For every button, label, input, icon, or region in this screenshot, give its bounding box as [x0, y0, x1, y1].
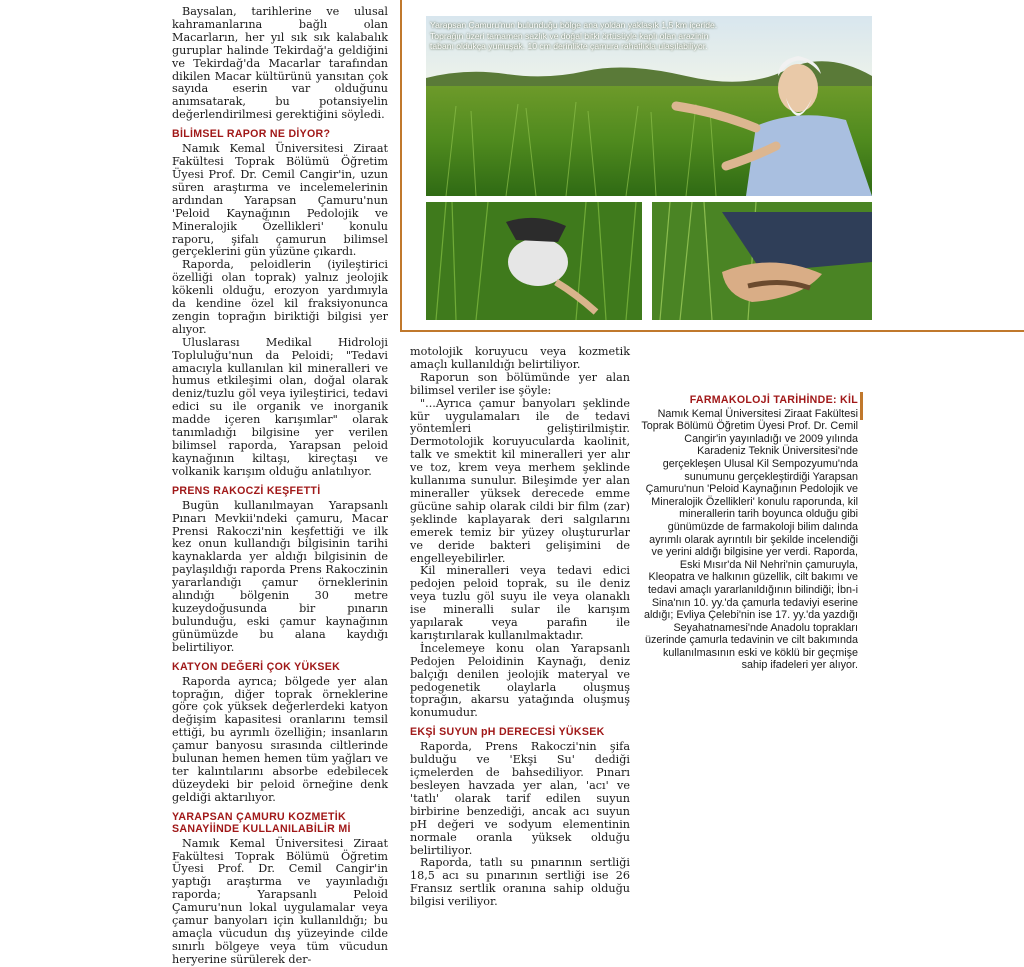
- article-column-2: [410, 346, 630, 909]
- paragraph: Namık Kemal Üniversitesi Ziraat Fakültesi Toprak Bölümü Öğretim Üyesi Prof. Dr. Cemil Cangir'in yaptığı araştırma ve yayınladığı raporda; Yarapsanlı Peloid Çamuru'nun lokal uygulamalar veya çamur banyoları için kullanıldığı; bu amaçla vücudun dış yüzeyinde cilde sınırlı bölgeye veya tüm vücudun heryerine sürülerek der-: [172, 836, 388, 966]
- section-heading-cation-value: KATYON DEĞERİ ÇOK YÜKSEK: [172, 660, 341, 673]
- paragraph: İncelemeye konu olan Yarapsanlı Pedojen Peloidinin Kaynağı, deniz balçığı denilen jeolojik materyal ve pedogenetik olaylarla oluşmuş toprağın, akarsu yatağında oluşmuş konumudur.: [410, 641, 630, 720]
- paragraph: Raporda, Prens Rakoczi'nin şifa bulduğu ve 'Ekşi Su' dediği içmelerden de bahsediliyor. Pınarı besleyen havzada yer alan, 'acı' ve 'tatlı' olarak tarif edilen suyun birbirine benzediği, ancak acı suyun pH değeri ve sodyum elementinin normale oranla yüksek olduğu belirtiliyor.: [410, 740, 630, 857]
- section-heading-cosmetics: YARAPSAN ÇAMURU KOZMETİK SANAYİİNDE KULLANILABİLİR Mİ: [172, 810, 351, 835]
- section-heading-prince-rakoczi: PRENS RAKOCZİ KEŞFETTİ: [172, 484, 321, 497]
- sidebar-body: Namık Kemal Üniversitesi Ziraat Fakültesi Toprak Bölümü Öğretim Üyesi Prof. Dr. Cemil Cangir'in yayınladığı ve 2009 yılında Karadeniz Teknik Üniversitesi'nde gerçekleşen Ulusal Kil Sempozyumu'nda sunumunu gerçekleştirdiği Yarapsan Çamuru'nun 'Peloid Kaynağının Pedolojik ve Mineralojik Özellikleri' konulu raporunda, kil minerallerin tarih boyunca olduğu gibi günümüzde de farmakoloji bilim dalında ayrımlı olarak ayrıntılı bir şekilde incelendiği ve yerini aldığı bilgisine yer verdi. Raporda, Eski Mısır'da Nil Nehri'nin çamuruyla, Kleopatra ve halkının güzellik, cilt bakımı ve tedavi amaçlı yararlanıldığının bilindiği; İbn-i Sina'nın 10. yy.'da çamurla tedaviyi eserine aldığı; Evliya Çelebi'nin ise 17. yy.'da yazdığı Seyahatnamesi'nde Anadolu toprakları üzerinde çamurla tedavinin ve cilt bakımında kullanılmasının eski ve köklü bir geçmişe sahip ifadeleri yer alıyor.: [641, 407, 858, 672]
- quote-paragraph: "...Ayrıca çamur banyoları şeklinde kür uygulamaları ile de tedavi yöntemleri geliştirilmiştir. Dermotolojik koruyucularda kaolinit, talk ve smektit kil mineralleri yer alır ve toz, krem veya merhem şeklinde kullanıma sunulur. Bileşimde yer alan mineraller yüksek derecede emme gücüne sahip olarak cildi bir film (zar) şeklinde kaplayarak deri salgılarını emerek temiz bir yüzey oluştururlar ve deride bakteri gelişimini de engelleyebilirler.: [410, 396, 630, 565]
- sidebar-accent-rule: [860, 392, 863, 420]
- paragraph: Namık Kemal Üniversitesi Ziraat Fakültesi Toprak Bölümü Öğretim Üyesi Prof. Dr. Cemil Cangir'in, uzun süren araştırma ve incelemelerinin ardından Yarapsan Çamuru'nun 'Peloid Kaynağının Pedolojik ve Mineralojik Özellikleri' konulu raporu, şifalı çamurun bilimsel gerçeklerini gün yüzüne çıkardı.: [172, 142, 388, 259]
- paragraph: Bugün kullanılmayan Yarapsanlı Pınarı Mevkii'ndeki çamuru, Macar Prensi Rakoczi'nin keşfettiği ve ilk kez onun kullandığı bilgisinin tarihi kaynaklarda yer aldığı bilgisinin de paylaşıldığı raporda Prens Rakoczinin yararlandığı çamur örneklerinin alındığı bölgenin 30 metre kuzeydoğusunda bir pınarın bulunduğu, eski çamur kaynağının günümüzde bu alana kaydığı belirtiliyor.: [172, 498, 388, 654]
- paragraph: Raporda ayrıca; bölgede yer alan toprağın, diğer toprak örneklerine göre çok yüksek değerlerdeki katyon değişim kapasitesi oranlarını temsil ettiği, bu ayrımlı özelliğin; insanların çamur banyosu sırasında ciltlerinde bulunan hemen hemen tüm yağları ve ter kalıntılarını absorbe edebilecek düzeydeki bir peloid örneğine denk geldiği aktarılıyor.: [172, 674, 388, 804]
- paragraph: Raporda, peloidlerin (iyileştirici özelliği olan toprak) yalnız jeolojik kökenli olduğu, erozyon yardımıyla da kendine özel kil fraksiyonunca zengin toprağın biriktiği bilgisi yer alıyor.: [172, 258, 388, 336]
- article-column-1: [172, 6, 388, 967]
- sidebar-box: [640, 394, 858, 672]
- paragraph: Raporun son bölümünde yer alan bilimsel veriler ise şöyle:: [410, 370, 630, 397]
- paragraph: Raporda, tatlı su pınarının sertliği 18,5 acı su pınarının sertliği ise 26 Fransız sertlik oranına sahip olduğu bilgisi veriliyor.: [410, 856, 630, 909]
- intro-paragraph: Baysalan, tarihlerine ve ulusal kahramanlarına bağlı olan Macarların, her yıl sık sık kalabalık guruplar halinde Tekirdağ'a geldiğini ve Tekirdağ'da Macarlar tarafından dikilen Macar kültürünü yansıtan çok sayıda eserin var olduğunu anımsatarak, bu potansiyelin değerlendirilmesi gerektiğini söyledi.: [172, 5, 388, 122]
- sidebar-title: FARMAKOLOJİ TARİHİNDE: KİL: [689, 394, 858, 406]
- photo-hands-in-mud: [426, 202, 642, 320]
- paragraph: Uluslarası Medikal Hidroloji Topluluğu'nun da Peloidi; "Tedavi amacıyla kullanılan kil mineralleri ve humus etkileşimi olan, doğal olarak deniz/tuzlu göl veya iyileştirici, tedavi edici su ile organik ve inorganik madde içeren karışımlar" olarak tanımladığı bilgisine yer verilen bilimsel raporda, Yarapsan peloid kaynağının kiltaşı, kireçtaşı ve volkanik karışım olduğu anlatılıyor.: [172, 335, 388, 478]
- section-heading-sour-water: EKŞİ SUYUN pH DERECESİ YÜKSEK: [410, 726, 605, 739]
- photo-caption: Yarapsan Çamuru'nun bulunduğu bölge ana yoldan yaklaşık 1,5 km içeride. Toprağın üzeri tamamen sazlık ve doğal bitki örtüsüyle kaplı olan arazinin tabanı oldukça yumuşak. 10 cm derinlikte çamura rahatlıkla ulaşılabiliyor.: [430, 20, 718, 51]
- photo-mud-sample: [652, 202, 872, 320]
- section-heading-scientific-report: BİLİMSEL RAPOR NE DİYOR?: [172, 128, 331, 141]
- paragraph: motolojik koruyucu veya kozmetik amaçlı kullanıldığı belirtiliyor.: [410, 345, 630, 371]
- paragraph: Kil mineralleri veya tedavi edici pedojen peloid toprak, su ile deniz veya tuzlu göl suyu ile veya olanaklı ise mineralli sular ile karışım yapılarak veya parafin ile karıştırılarak kullanılmaktadır.: [410, 564, 630, 642]
